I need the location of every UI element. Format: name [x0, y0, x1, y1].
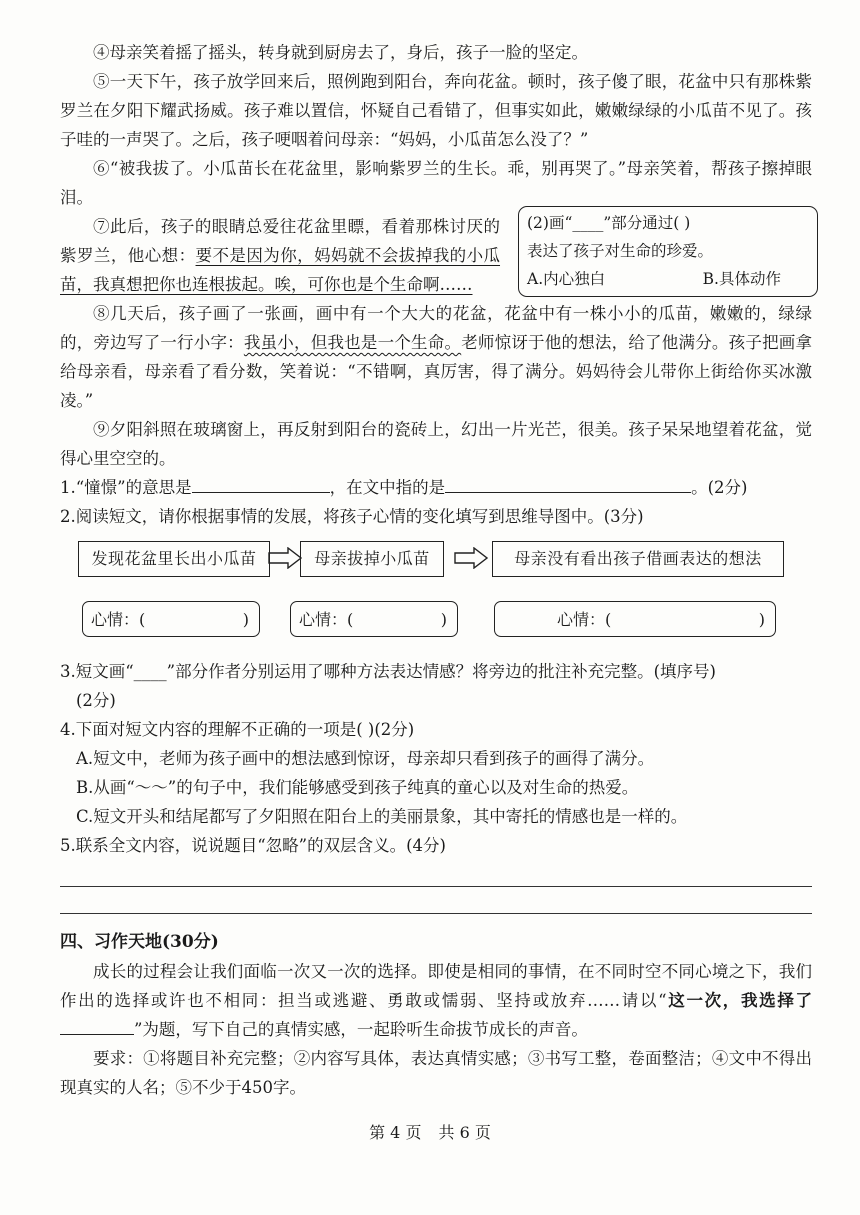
- p8-b: 老师惊讶于他的想法，给了他满分。孩子把画拿给母亲看，母亲看了看分数，笑着说：“不错啊，真厉害，得了满分。妈妈待会儿带你上街给你买冰激凌。”: [60, 333, 813, 410]
- mood-box-1[interactable]: [82, 601, 260, 637]
- paragraph-6: ⑥“被我拔了。小瓜苗长在花盆里，影响紫罗兰的生长。乖，别再哭了。”母亲笑着，帮孩子擦掉眼泪。: [60, 159, 812, 207]
- answer-line-1[interactable]: [60, 860, 812, 887]
- q1-blank-2[interactable]: [445, 474, 691, 493]
- event-box-2: 母亲拔掉小瓜苗: [300, 541, 444, 577]
- mood-box-2[interactable]: [290, 601, 458, 637]
- prompt-b: ”为题，写下自己的真情实感，一起聆听生命拔节成长的声音。: [134, 1020, 588, 1039]
- section-4-prompt: [60, 957, 812, 1044]
- mood-label: 心情：(: [91, 610, 146, 629]
- p8-wavy: 我虽小，但我也是一个生命。: [243, 333, 462, 352]
- title-blank[interactable]: [60, 1016, 134, 1035]
- annotation-box: [518, 206, 818, 297]
- question-5: 5.联系全文内容，说说题目“忽略”的双层含义。(4分): [60, 836, 446, 855]
- section-4-title: 四、习作天地(30分): [60, 932, 219, 952]
- question-4-option-c: C.短文开头和结尾都写了夕阳照在阳台上的美丽景象，其中寄托的情感也是一样的。: [76, 807, 688, 826]
- q1-blank-1[interactable]: [192, 474, 330, 493]
- p7-plain: ⑦此后，孩子的眼睛总爱往花盆里瞟，看着那株讨厌的紫罗兰，他心想：: [60, 217, 500, 265]
- mood-close: ): [758, 610, 765, 629]
- mood-close: ): [242, 610, 249, 629]
- question-4-option-a: A.短文中，老师为孩子画中的想法感到惊讶，母亲却只看到孩子的画得了满分。: [76, 749, 655, 768]
- p8-a: ⑧几天后，孩子画了一张画，画中有一个大大的花盆，花盆中有一株小小的瓜苗，嫩嫩的，绿绿的，旁边写了一行小字：: [60, 304, 812, 352]
- question-4: 4.下面对短文内容的理解不正确的一项是( )(2分): [60, 720, 415, 739]
- annotation-question: (2)画“____”部分通过( ): [527, 214, 691, 232]
- question-3-score: (2分): [76, 691, 116, 710]
- arrow-icon: [268, 547, 302, 569]
- mood-label: 心情：(: [299, 610, 354, 629]
- exam-page: [60, 38, 812, 1102]
- page-footer: [0, 1118, 860, 1147]
- page-number: 第 4 页: [369, 1123, 422, 1142]
- annotation-options: [527, 265, 809, 293]
- paragraph-7-block: [60, 212, 812, 299]
- option-a: A.内心独白: [527, 270, 606, 288]
- event-box-3: 母亲没有看出孩子借画表达的想法: [492, 541, 784, 577]
- mind-map: [60, 535, 812, 653]
- question-2: 2.阅读短文，请你根据事情的发展，将孩子心情的变化填写到思维导图中。(3分): [60, 507, 644, 526]
- annotation-text: 表达了孩子对生命的珍爱。: [527, 242, 714, 260]
- prompt-a: 成长的过程会让我们面临一次又一次的选择。即使是相同的事情，在不同时空不同心境之下，我们作出的选择或许也不相同：担当或逃避、勇敢或懦弱、坚持或放弃……请以“: [60, 962, 812, 1010]
- arrow-icon: [454, 547, 488, 569]
- paragraph-4: ④母亲笑着摇了摇头，转身就到厨房去了，身后，孩子一脸的坚定。: [93, 43, 588, 62]
- question-3: 3.短文画“____”部分作者分别运用了哪种方法表达情感？将旁边的批注补充完整。(填序号): [60, 662, 716, 681]
- paragraph-8: [60, 299, 812, 415]
- q1-b: ，在文中指的是: [329, 478, 446, 497]
- mood-label: 心情：(: [557, 610, 612, 629]
- mood-close: ): [440, 610, 447, 629]
- option-b: B.具体动作: [702, 270, 781, 288]
- q1-a: 1.“憧憬”的意思是: [60, 478, 192, 497]
- p7-underlined: 要不是因为你，妈妈就不会拔掉我的小瓜苗，我真想把你也连根拔起。唉，可你也是个生命啊……: [60, 246, 501, 294]
- paragraph-9: ⑨夕阳斜照在玻璃窗上，再反射到阳台的瓷砖上，幻出一片光芒，很美。孩子呆呆地望着花盆，觉得心里空空的。: [60, 420, 812, 468]
- paragraph-5: ⑤一天下午，孩子放学回来后，照例跑到阳台，奔向花盆。顿时，孩子傻了眼，花盆中只有那株紫罗兰在夕阳下耀武扬威。孩子难以置信，怀疑自己看错了，但事实如此，嫩嫩绿绿的小瓜苗不见了。孩子哇的一声哭了。之后，孩子哽咽着问母亲：“妈妈，小瓜苗怎么没了？”: [60, 72, 812, 149]
- question-1: [60, 473, 812, 502]
- answer-line-2[interactable]: [60, 887, 812, 914]
- mood-box-3[interactable]: [494, 601, 776, 637]
- section-4-requirements: 要求：①将题目补充完整；②内容写具体，表达真情实感；③书写工整，卷面整洁；④文中不得出现真实的人名；⑤不少于450字。: [60, 1049, 812, 1097]
- q1-c: 。(2分): [691, 478, 748, 497]
- page-total: 共 6 页: [438, 1123, 491, 1142]
- question-4-option-b: B.从画“～～”的句子中，我们能够感受到孩子纯真的童心以及对生命的热爱。: [76, 778, 639, 797]
- prompt-title: 这一次，我选择了: [666, 991, 813, 1010]
- event-box-1: 发现花盆里长出小瓜苗: [78, 541, 270, 577]
- paragraph-7: [60, 212, 500, 299]
